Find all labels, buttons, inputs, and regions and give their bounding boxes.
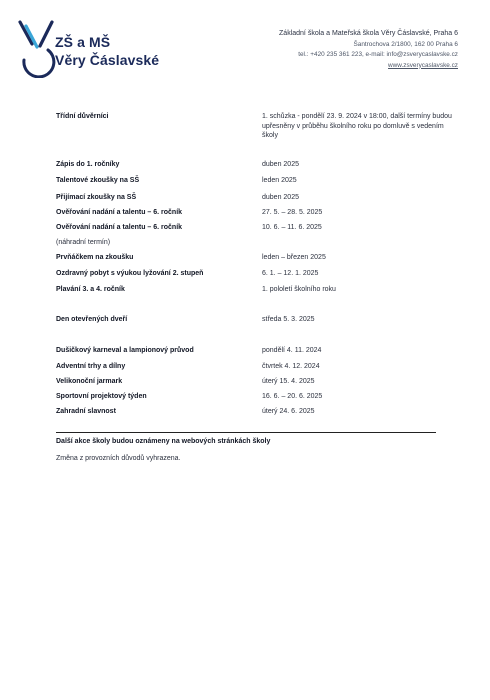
school-logo [18,20,168,80]
schedule-label: Zápis do 1. ročníky [56,161,120,168]
logo-title-line2: Věry Čáslavské [55,52,160,68]
schedule-value: 6. 1. – 12. 1. 2025 [262,270,319,277]
schedule-label: Sportovní projektový týden [56,393,147,400]
school-contact-block [279,29,458,71]
schedule-value: leden – březen 2025 [262,254,326,261]
schedule-value: středa 5. 3. 2025 [262,316,315,323]
schedule-value: 1. schůzka - pondělí 23. 9. 2024 v 18:00, další termíny budou upřesněny v průběhu školního roku po domluvě s vedením školy [262,113,452,139]
section-divider [56,432,436,433]
schedule-label: Den otevřených dveří [56,316,128,323]
schedule-label: Třídní důvěrníci [56,113,109,120]
schedule-label: Adventní trhy a dílny [56,363,126,370]
schedule-value: leden 2025 [262,177,297,184]
schedule-value: 1. pololetí školního roku [262,286,336,293]
school-contact-line: tel.: +420 235 361 223, e-mail: info@zsverycaslavske.cz [298,51,458,58]
footer-announcement: Další akce školy budou oznámeny na webových stránkách školy [56,438,271,445]
school-name: Základní škola a Mateřská škola Věry Čáslavské, Praha 6 [279,30,458,37]
schedule-label: Ozdravný pobyt s výukou lyžování 2. stupeň [56,270,204,277]
school-address: Šantrochova 2/1800, 162 00 Praha 6 [353,40,458,48]
schedule-label: Talentové zkoušky na SŠ [56,177,140,184]
schedule-value: úterý 24. 6. 2025 [262,408,315,415]
schedule-value: 16. 6. – 20. 6. 2025 [262,393,323,400]
schedule-label: Ověřování nadání a talentu – 6. ročník [56,209,183,216]
schedule-value: úterý 15. 4. 2025 [262,378,315,385]
schedule-label: Velikonoční jarmark [56,378,123,385]
schedule-label: Zahradní slavnost [56,408,116,415]
schedule-label: Ověřování nadání a talentu – 6. ročník [56,224,183,231]
logo-title-line1: ZŠ a MŠ [55,34,111,50]
schedule-value: duben 2025 [262,194,299,201]
schedule-value: 10. 6. – 11. 6. 2025 [262,224,322,231]
alternate-date-note: (náhradní termín) [56,239,111,246]
schedule-value: duben 2025 [262,161,299,168]
schedule-label: Přijímací zkoušky na SŠ [56,194,137,201]
schedule-label: Dušičkový karneval a lampionový průvod [56,347,194,354]
schedule-value: pondělí 4. 11. 2024 [262,347,322,354]
schedule-value: čtvrtek 4. 12. 2024 [262,363,320,370]
footer-disclaimer: Změna z provozních důvodů vyhrazena. [56,455,181,462]
schedule-value: 27. 5. – 28. 5. 2025 [262,209,323,216]
gymnast-ring-icon [18,20,58,78]
schedule-label: Plavání 3. a 4. ročník [56,286,125,293]
school-website-link[interactable]: www.zsverycaslavske.cz [388,61,458,69]
schedule-label: Prvňáčkem na zkoušku [56,254,134,261]
